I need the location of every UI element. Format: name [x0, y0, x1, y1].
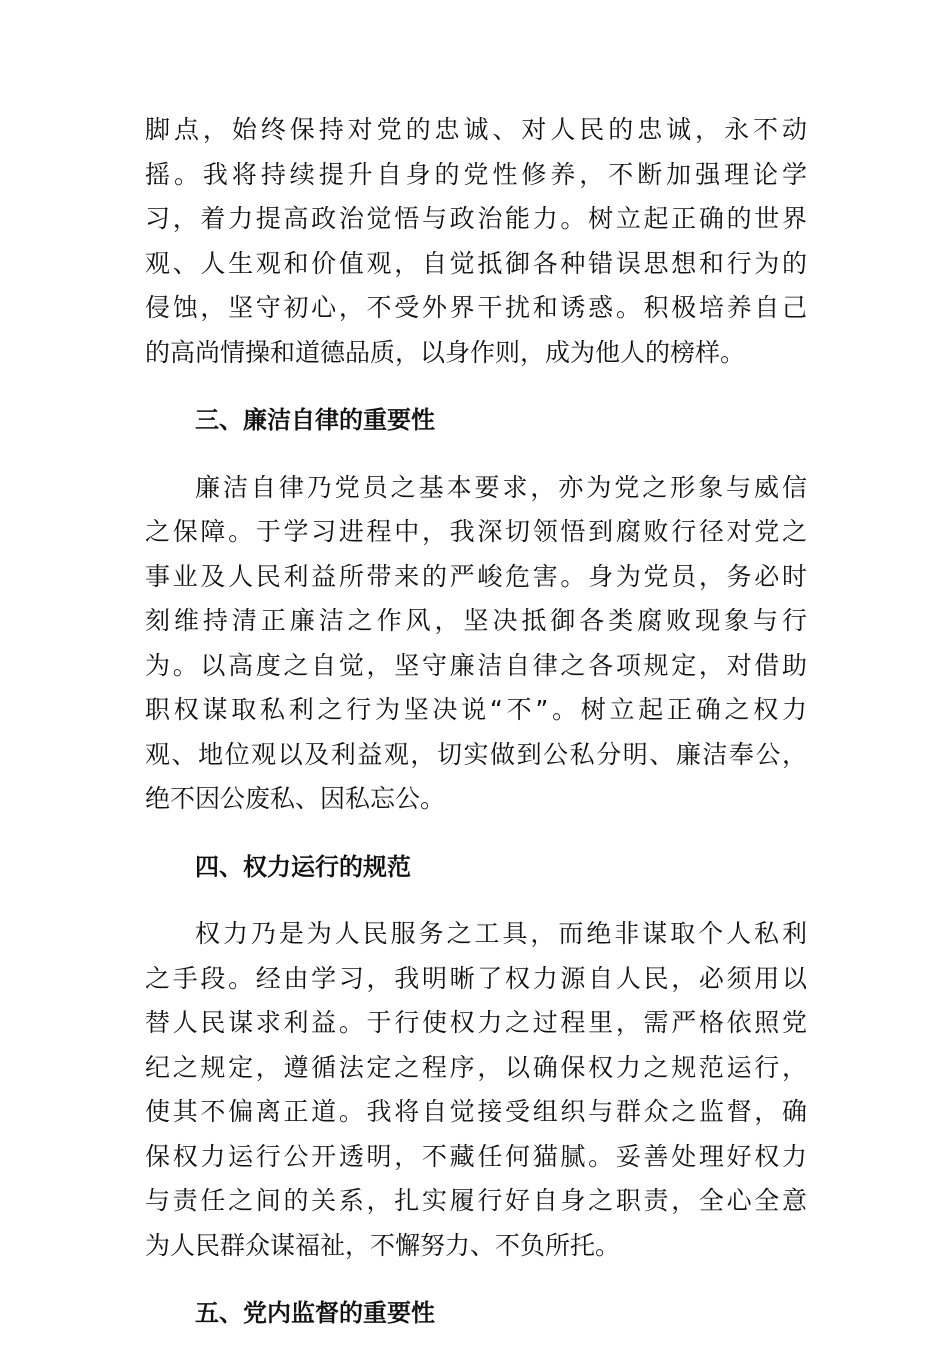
paragraph-line: 事业及人民利益所带来的严峻危害。身为党员，务必时 [145, 561, 807, 591]
paragraph-line: 侵蚀，坚守初心，不受外界干扰和诱惑。积极培养自己 [145, 293, 807, 322]
paragraph-line: 与责任之间的关系，扎实履行好自身之职责，全心全意 [145, 1186, 807, 1215]
paragraph-line: 之保障。于学习进程中，我深切领悟到腐败行径对党之 [145, 517, 807, 546]
paragraph-line: 廉洁自律乃党员之基本要求，亦为党之形象与威信 [195, 472, 807, 502]
paragraph-line: 脚点，始终保持对党的忠诚、对人民的忠诚，永不动 [145, 115, 807, 144]
paragraph-line: 观、地位观以及利益观，切实做到公私分明、廉洁奉公， [145, 739, 807, 769]
paragraph-line: 纪之规定，遵循法定之程序，以确保权力之规范运行， [145, 1052, 807, 1082]
paragraph-line: 绝不因公废私、因私忘公。 [145, 784, 446, 813]
paragraph-line: 习，着力提高政治觉悟与政治能力。树立起正确的世界 [145, 204, 807, 233]
paragraph-line: 为。以高度之自觉，坚守廉洁自律之各项规定，对借助 [145, 650, 807, 680]
section-four [145, 845, 807, 1269]
paragraph-line: 的高尚情操和道德品质，以身作则，成为他人的榜样。 [145, 337, 746, 367]
section-five [145, 1291, 807, 1336]
section-continued [145, 108, 807, 375]
paragraph-line: 替人民谋求利益。于行使权力之过程里，需严格依照党 [145, 1008, 807, 1037]
paragraph-line: 职权谋取私利之行为坚决说“不”。树立起正确之权力 [145, 695, 807, 724]
document-page [145, 108, 807, 1359]
section-three [145, 398, 807, 822]
paragraph-line: 摇。我将持续提升自身的党性修养，不断加强理论学 [145, 159, 807, 189]
paragraph-line: 之手段。经由学习，我明晰了权力源自人民，必须用以 [145, 963, 807, 993]
section-heading: 四、权力运行的规范 [195, 852, 411, 881]
paragraph-line: 权力乃是为人民服务之工具，而绝非谋取个人私利 [195, 919, 807, 948]
paragraph-line: 观、人生观和价值观，自觉抵御各种错误思想和行为的 [145, 248, 807, 278]
paragraph-line: 保权力运行公开透明，不藏任何猫腻。妥善处理好权力 [145, 1141, 807, 1171]
section-heading: 五、党内监督的重要性 [195, 1299, 435, 1327]
section-heading: 三、廉洁自律的重要性 [195, 406, 435, 434]
paragraph-line: 使其不偏离正道。我将自觉接受组织与群众之监督，确 [145, 1097, 807, 1126]
paragraph-line: 为人民群众谋福祉，不懈努力、不负所托。 [145, 1230, 621, 1260]
paragraph-line: 刻维持清正廉洁之作风，坚决抵御各类腐败现象与行 [145, 606, 807, 635]
